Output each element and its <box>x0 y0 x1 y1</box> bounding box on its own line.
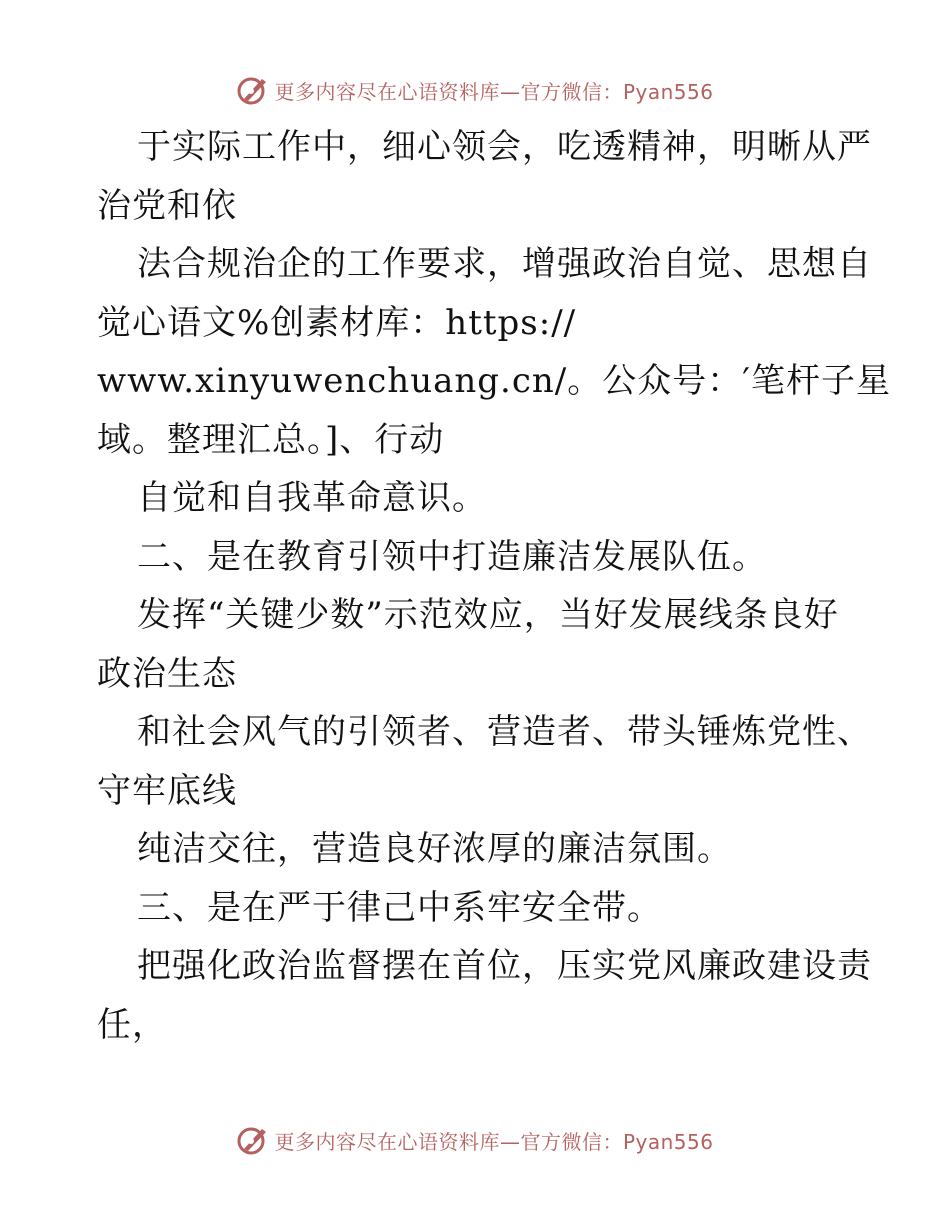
body-line: 把强化政治监督摆在首位，压实党风廉政建设责 <box>137 946 872 986</box>
footer-banner <box>0 1120 950 1160</box>
body-line: 政治生态 <box>97 653 237 694</box>
body-line: 发挥“关键少数”示范效应，当好发展线条良好 <box>137 595 839 635</box>
body-line: 域。整理汇总。]、行动 <box>97 419 445 460</box>
body-line: 守牢底线 <box>97 770 237 811</box>
header-banner <box>0 70 950 110</box>
body-line: 自觉和自我革命意识。 <box>137 478 487 518</box>
header-banner-text: 更多内容尽在心语资料库—官方微信：Pyan556 <box>274 79 714 104</box>
quill-logo-icon <box>236 1123 270 1157</box>
body-line: 法合规治企的工作要求，增强政治自觉、思想自 <box>137 244 872 284</box>
body-line: 觉心语文%创素材库：https:// <box>97 302 577 343</box>
quill-logo-icon <box>236 73 270 107</box>
body-line: 治党和依 <box>97 185 237 226</box>
body-line: 任， <box>97 1004 167 1045</box>
footer-banner-text: 更多内容尽在心语资料库—官方微信：Pyan556 <box>274 1129 714 1154</box>
body-line: www.xinyuwenchuang.cn/。公众号：′笔杆子星 <box>97 361 891 401</box>
body-line: 于实际工作中，细心领会，吃透精神，明晰从严 <box>137 127 872 167</box>
body-line: 纯洁交往，营造良好浓厚的廉洁氛围。 <box>137 829 732 869</box>
body-line: 三、是在严于律己中系牢安全带。 <box>137 887 662 928</box>
document-body <box>97 118 891 1054</box>
body-line: 二、是在教育引领中打造廉洁发展队伍。 <box>137 536 767 577</box>
body-line: 和社会风气的引领者、营造者、带头锤炼党性、 <box>137 712 872 752</box>
